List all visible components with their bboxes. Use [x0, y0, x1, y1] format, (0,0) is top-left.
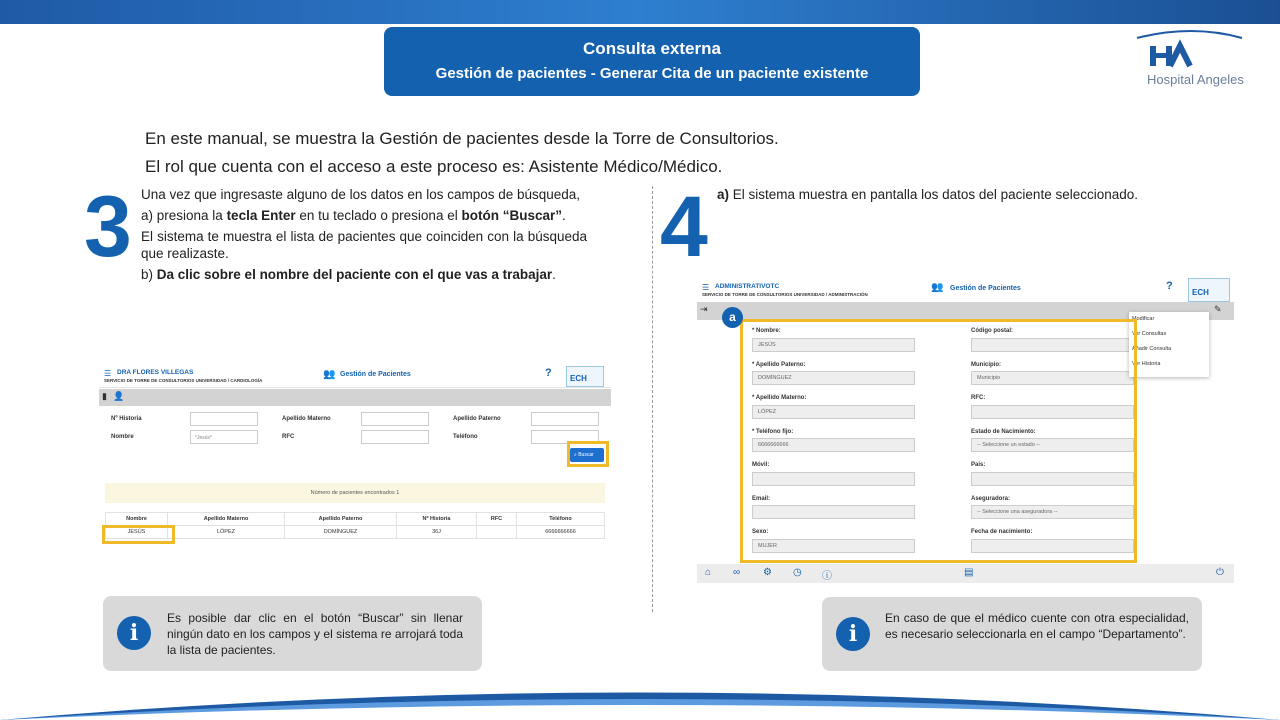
estado-select[interactable]: -- Seleccione un estado -- — [971, 438, 1134, 452]
menu-item-ver-consultas[interactable]: Ver Consultas — [1132, 331, 1167, 337]
materno-field[interactable]: LÓPEZ — [752, 405, 915, 419]
user-name: ADMINISTRATIVOTC — [715, 283, 780, 290]
clock-icon[interactable]: ◷ — [793, 567, 802, 578]
archive-icon[interactable]: ▤ — [964, 567, 974, 578]
step-4-number: 4 — [660, 179, 708, 275]
results-count: Número de pacientes encontrados 1 — [105, 483, 605, 503]
label-materno: * Apellido Materno: — [752, 395, 807, 401]
toolbar — [99, 389, 611, 406]
logout-icon[interactable]: ⇥ — [700, 304, 708, 314]
power-icon[interactable]: ⏻ — [1216, 567, 1224, 578]
buscar-highlight — [567, 441, 609, 467]
label-telefono: * Teléfono fijo: — [752, 429, 794, 435]
info-box-left — [103, 596, 482, 671]
cell-rfc — [477, 526, 517, 539]
info-box-right — [822, 597, 1202, 671]
search-screenshot — [99, 364, 611, 549]
app-header — [697, 278, 1234, 302]
ech-logo: ECH — [566, 366, 604, 387]
edit-icon[interactable]: ✎ — [1214, 304, 1222, 314]
aseguradora-select[interactable]: -- Seleccione una aseguradora -- — [971, 505, 1134, 519]
table-row[interactable] — [106, 526, 605, 539]
binoculars-icon[interactable]: ∞ — [733, 567, 741, 578]
label-estado: Estado de Nacimiento: — [971, 429, 1036, 435]
app-header — [99, 364, 611, 388]
cell-materno: LÓPEZ — [168, 526, 285, 539]
cell-telefono: 6666666666 — [517, 526, 605, 539]
label-aseguradora: Aseguradora: — [971, 496, 1011, 502]
cell-nombre[interactable]: JESÚS — [106, 526, 168, 539]
badge-a: a — [722, 307, 743, 328]
help-icon[interactable]: ? — [1166, 280, 1173, 292]
intro-line-1: En este manual, se muestra la Gestión de pacientes desde la Torre de Consultorios. — [145, 129, 779, 148]
form-highlight — [740, 319, 1137, 563]
intro-text — [145, 125, 779, 181]
step-4-text: a) El sistema muestra en pantalla los datos del paciente seleccionado. — [717, 187, 1139, 202]
service-name: SERVICIO DE TORRE DE CONSULTORIOS UNIVERSIDAD / ADMINISTRACIÓN — [702, 292, 868, 297]
sexo-select[interactable]: MUJER — [752, 539, 915, 553]
materno-input[interactable] — [361, 412, 429, 426]
step-3-p4: b) Da clic sobre el nombre del paciente con el que vas a trabajar. — [141, 267, 556, 282]
historia-input[interactable] — [190, 412, 258, 426]
municipio-field[interactable]: Municipio — [971, 371, 1134, 385]
paterno-field[interactable]: DOMÍNGUEZ — [752, 371, 915, 385]
intro-line-2: El rol que cuenta con el acceso a este proceso es: Asistente Médico/Médico. — [145, 157, 723, 176]
info-text-left: Es posible dar clic en el botón “Buscar” sin llenar ningún dato en los campos y el sistema re arrojará toda la lista de pacientes. — [167, 611, 463, 657]
info-icon[interactable]: ⓘ — [822, 571, 832, 582]
rfc-input[interactable] — [361, 430, 429, 444]
top-banner — [0, 0, 1280, 24]
label-municipio: Municipio: — [971, 362, 1001, 368]
column-divider — [652, 186, 653, 612]
label-paterno: * Apellido Paterno: — [752, 362, 806, 368]
label-fecha: Fecha de nacimiento: — [971, 529, 1033, 535]
menu-item-ver-historia[interactable]: Ver Historia — [1132, 361, 1161, 367]
label-telefono: Teléfono — [453, 434, 478, 440]
gear-icon[interactable]: ⚙ — [763, 567, 772, 578]
table-header-row — [106, 513, 605, 526]
footer-bar — [697, 564, 1234, 583]
col-telefono: Teléfono — [517, 513, 605, 526]
label-historia: Nº Historia — [111, 416, 142, 422]
label-paterno: Apellido Paterno — [453, 416, 501, 422]
menu-item-modificar[interactable]: Modificar — [1132, 316, 1155, 322]
label-rfc: RFC — [282, 434, 295, 440]
col-materno: Apellido Materno — [168, 513, 285, 526]
add-user-icon[interactable]: 👤 — [113, 391, 125, 401]
label-pais: País: — [971, 462, 986, 468]
label-nombre: * Nombre: — [752, 328, 781, 334]
step-3-p1: Una vez que ingresaste alguno de los datos en los campos de búsqueda, — [141, 187, 581, 202]
buscar-button[interactable]: ⌕ Buscar — [570, 448, 604, 462]
cell-historia: 36J — [397, 526, 477, 539]
label-email: Email: — [752, 496, 771, 502]
label-movil: Móvil: — [752, 462, 770, 468]
paterno-input[interactable] — [531, 412, 599, 426]
logo-text: Hospital Angeles — [1147, 72, 1244, 87]
label-rfc: RFC: — [971, 395, 986, 401]
step-3-number: 3 — [84, 179, 132, 275]
page-subtitle: Gestión de pacientes - Generar Cita de un paciente existente — [435, 65, 869, 82]
col-rfc: RFC — [477, 513, 517, 526]
page-title: Consulta externa — [583, 39, 721, 58]
label-nombre: Nombre — [111, 434, 134, 440]
title-banner — [384, 27, 920, 96]
col-historia: Nº Historia — [397, 513, 477, 526]
cell-paterno: DOMÍNGUEZ — [285, 526, 397, 539]
step-3-p3: El sistema te muestra el lista de pacientes que coinciden con la búsqueda que realizaste. — [141, 229, 587, 261]
label-materno: Apellido Materno — [282, 416, 331, 422]
col-nombre: Nombre — [106, 513, 168, 526]
info-icon: i — [117, 616, 151, 650]
results-table — [105, 512, 605, 539]
module-title: Gestión de Pacientes — [950, 285, 1021, 292]
label-cp: Código postal: — [971, 328, 1013, 334]
service-name: SERVICIO DE TORRE DE CONSULTORIOS UNIVERSIDAD / CARDIOLOGÍA — [104, 378, 263, 383]
step-3-text — [141, 186, 587, 287]
module-title: Gestión de Pacientes — [340, 371, 411, 378]
menu-icon[interactable]: ☰ — [104, 369, 112, 378]
book-icon[interactable]: ▮ — [102, 391, 107, 401]
nombre-highlight — [102, 525, 175, 544]
label-sexo: Sexo: — [752, 529, 769, 535]
ech-logo: ECH — [1188, 278, 1230, 302]
home-icon[interactable]: ⌂ — [705, 567, 712, 578]
user-name: DRA FLORES VILLEGAS — [117, 369, 194, 376]
step-3-p2: a) presiona la tecla Enter en tu teclado o presiona el botón “Buscar”. — [141, 208, 566, 223]
info-icon: i — [836, 617, 870, 651]
col-paterno: Apellido Paterno — [285, 513, 397, 526]
menu-item-anadir-consulta[interactable]: Añadir Consulta — [1132, 346, 1172, 352]
nombre-input[interactable]: *Jesús* — [190, 430, 258, 444]
menu-icon[interactable]: ☰ — [702, 283, 710, 292]
nombre-field[interactable]: JESÚS — [752, 338, 915, 352]
help-icon[interactable]: ? — [545, 367, 552, 379]
info-text-right: En caso de que el médico cuente con otra especialidad, es necesario seleccionarla en el campo “Departamento”. — [885, 611, 1189, 641]
telefono-field[interactable]: 6666666666 — [752, 438, 915, 452]
patients-icon: 👥 — [323, 369, 336, 380]
patients-icon: 👥 — [931, 282, 944, 293]
actions-menu — [1129, 312, 1209, 377]
